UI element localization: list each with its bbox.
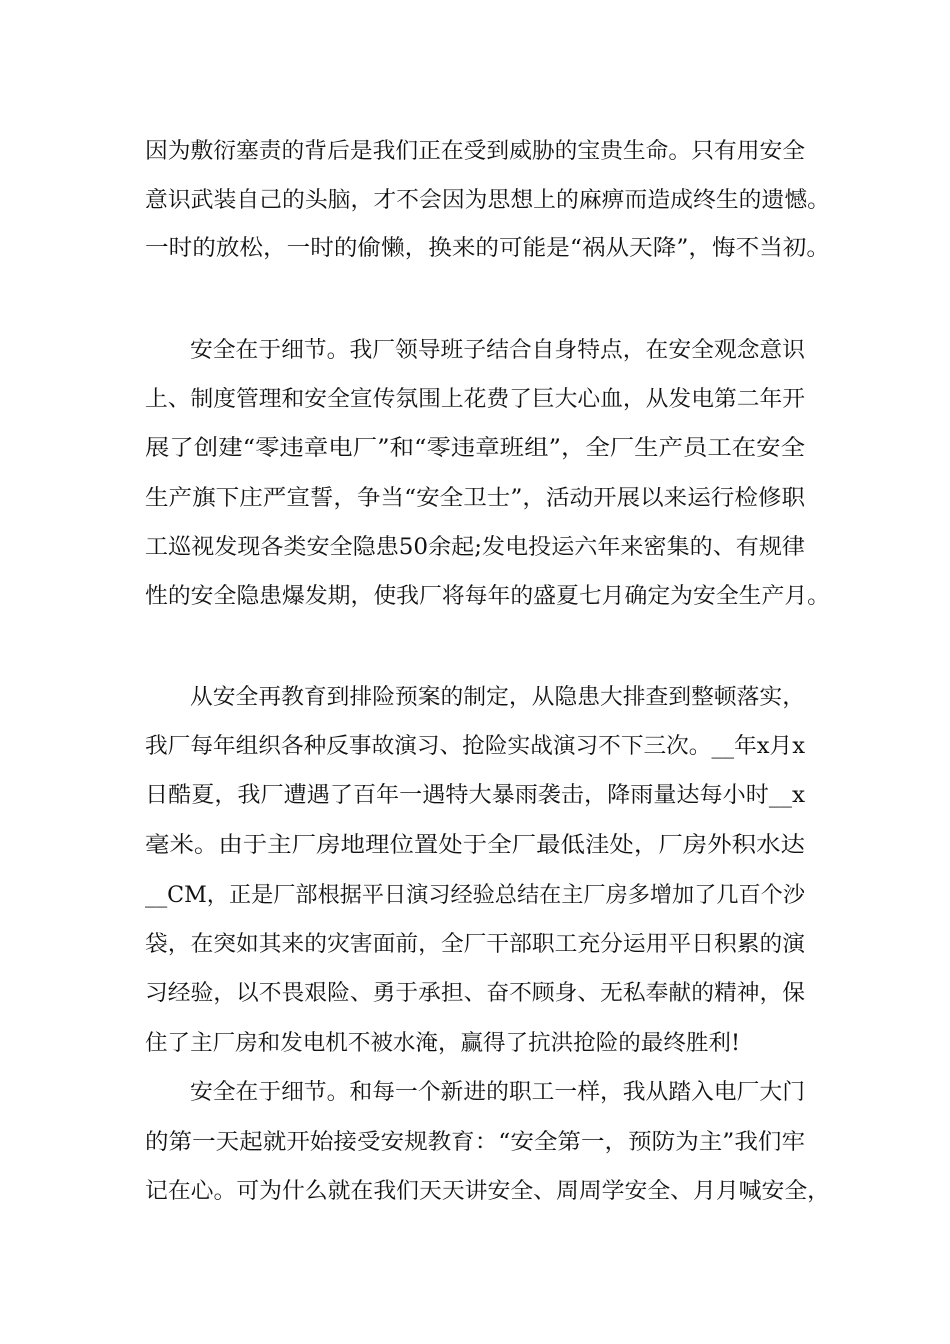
text-line — [0, 528, 950, 568]
text-line — [0, 380, 950, 420]
text-line — [0, 331, 950, 371]
text-line — [0, 229, 950, 269]
text-line — [0, 1024, 950, 1064]
text-line-content: 毫米。由于主厂房地理位置处于全厂最低洼处，厂房外积水达 — [145, 833, 805, 858]
text-line-content: 记在心。可为什么就在我们天天讲安全、周周学安全、月月喊安全， — [145, 1179, 830, 1204]
text-line — [0, 1073, 950, 1113]
text-line-content: 我厂每年组织各种反事故演习、抢险实战演习不下三次。__年x月x — [145, 734, 805, 759]
text-line-content: 上、制度管理和安全宣传氛围上花费了巨大心血，从发电第二年开 — [145, 387, 805, 412]
text-line — [0, 181, 950, 221]
text-line — [0, 876, 950, 916]
text-line-content: 安全在于细节。和每一个新进的职工一样，我从踏入电厂大门 — [190, 1080, 805, 1105]
text-line-content: 意识武装自己的头脑，才不会因为思想上的麻痹而造成终生的遗憾。 — [145, 188, 830, 213]
text-line — [0, 577, 950, 617]
text-line — [0, 429, 950, 469]
text-line — [0, 974, 950, 1014]
text-line — [0, 727, 950, 767]
text-line-content: 袋，在突如其来的灾害面前，全厂干部职工充分运用平日积累的演 — [145, 932, 805, 957]
text-line-content: 展了创建“零违章电厂”和“零违章班组”，全厂生产员工在安全 — [145, 436, 806, 461]
text-line-content: 从安全再教育到排险预案的制定，从隐患大排查到整顿落实， — [190, 685, 805, 710]
text-line-content: 习经验，以不畏艰险、勇于承担、奋不顾身、无私奉献的精神，保 — [145, 981, 805, 1006]
text-line-content: 的第一天起就开始接受安规教育：“安全第一，预防为主”我们牢 — [145, 1130, 805, 1155]
text-line — [0, 1172, 950, 1212]
text-line-content: 工巡视发现各类安全隐患50余起;发电投运六年来密集的、有规律 — [145, 535, 805, 560]
text-line-content: 日酷夏，我厂遭遇了百年一遇特大暴雨袭击，降雨量达每小时__x — [145, 783, 806, 808]
text-line — [0, 678, 950, 718]
text-line-content: 住了主厂房和发电机不被水淹，赢得了抗洪抢险的最终胜利! — [145, 1031, 740, 1056]
text-line — [0, 479, 950, 519]
text-line — [0, 776, 950, 816]
text-line — [0, 132, 950, 172]
text-line — [0, 925, 950, 965]
text-line — [0, 826, 950, 866]
text-line-content: 性的安全隐患爆发期，使我厂将每年的盛夏七月确定为安全生产月。 — [145, 584, 830, 609]
text-line-content: 生产旗下庄严宣誓，争当“安全卫士”，活动开展以来运行检修职 — [145, 486, 805, 511]
text-line-content: 安全在于细节。我厂领导班子结合自身特点，在安全观念意识 — [190, 338, 805, 363]
text-line-content: 因为敷衍塞责的背后是我们正在受到威胁的宝贵生命。只有用安全 — [145, 139, 805, 164]
text-line-content: 一时的放松，一时的偷懒，换来的可能是“祸从天降”，悔不当初。 — [145, 236, 830, 261]
text-line — [0, 1123, 950, 1163]
text-line-content: __CM，正是厂部根据平日演习经验总结在主厂房多增加了几百个沙 — [145, 883, 805, 908]
